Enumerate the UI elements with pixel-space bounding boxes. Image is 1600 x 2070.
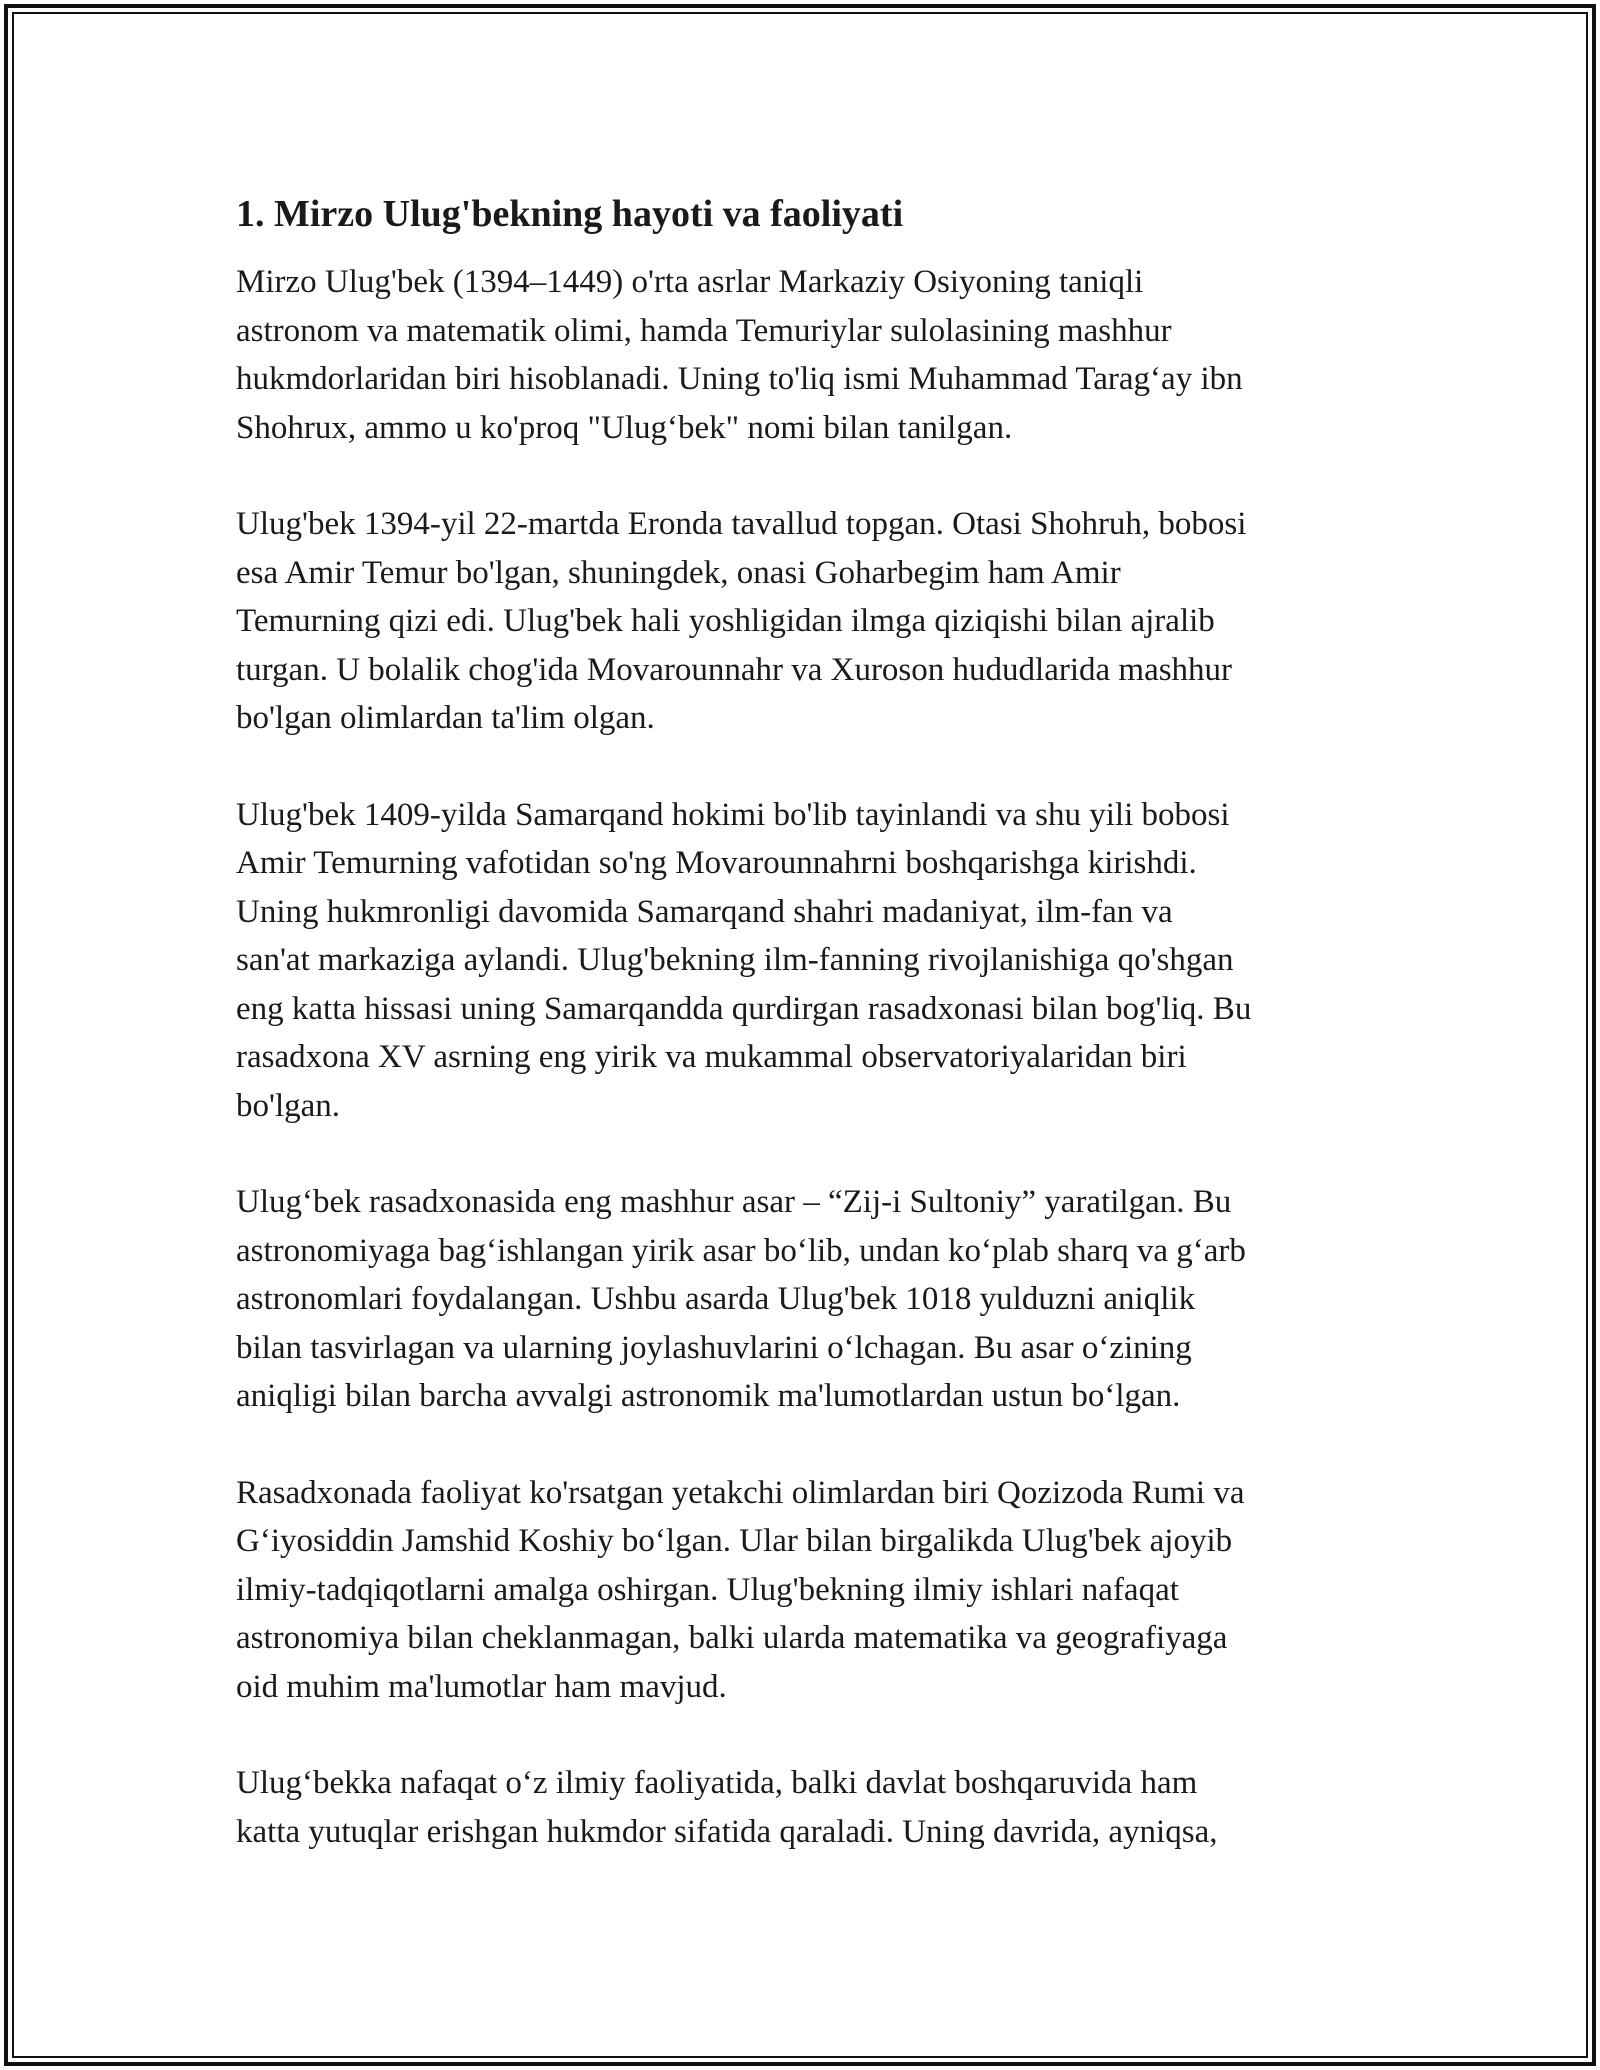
line: Uning hukmronligi davomida Samarqand shahri madaniyat, ilm-fan va — [236, 893, 1173, 930]
line: astronom va matematik olimi, hamda Temuriylar sulolasining mashhur — [236, 312, 1172, 349]
line: aniqligi bilan barcha avvalgi astronomik ma'lumotlardan ustun bo‘lgan. — [236, 1378, 1181, 1414]
line: oid muhim ma'lumotlar ham mavjud. — [236, 1668, 727, 1705]
line: eng katta hissasi uning Samarqandda qurdirgan rasadxonasi bilan bog'liq. Bu — [236, 990, 1252, 1027]
paragraph-4 — [236, 1178, 1376, 1421]
line: astronomlari foydalangan. Ushbu asarda Ulug'bek 1018 yulduzni aniqlik — [236, 1281, 1196, 1317]
line: Ulug‘bek rasadxonasida eng mashhur asar – “Zij-i Sultoniy” yaratilgan. Bu — [236, 1184, 1232, 1220]
document-body — [236, 188, 1376, 1904]
line: Mirzo Ulug'bek (1394–1449) o'rta asrlar Markaziy Osiyoning taniqli — [236, 264, 1144, 300]
line: katta yutuqlar erishgan hukmdor sifatida qaraladi. Uning davrida, ayniqsa, — [236, 1813, 1218, 1850]
line: bo'lgan. — [236, 1087, 341, 1124]
line: Shohrux, ammo u ko'proq "Ulug‘bek" nomi bilan tanilgan. — [236, 409, 1013, 446]
line: san'at markaziga aylandi. Ulug'bekning ilm-fanning rivojlanishiga qo'shgan — [236, 942, 1234, 978]
line: astronomiya bilan cheklanmagan, balki ularda matematika va geografiyaga — [236, 1620, 1228, 1656]
paragraph-1 — [236, 258, 1376, 452]
line: Amir Temurning vafotidan so'ng Movarounnahrni boshqarishga kirishdi. — [236, 845, 1197, 881]
line: esa Amir Temur bo'lgan, shuningdek, onasi Goharbegim ham Amir — [236, 554, 1121, 591]
line: G‘iyosiddin Jamshid Koshiy bo‘lgan. Ular bilan birgalikda Ulug'bek ajoyib — [236, 1523, 1233, 1559]
line: Ulug'bek 1409-yilda Samarqand hokimi bo'lib tayinlandi va shu yili bobosi — [236, 796, 1230, 833]
document-title: 1. Mirzo Ulug'bekning hayoti va faoliyati — [236, 193, 904, 235]
line: Rasadxonada faoliyat ko'rsatgan yetakchi olimlardan biri Qozizoda Rumi va — [236, 1474, 1245, 1511]
line: bo'lgan olimlardan ta'lim olgan. — [236, 700, 655, 736]
paragraph-6 — [236, 1759, 1376, 1856]
line: Temurning qizi edi. Ulug'bek hali yoshligidan ilmga qiziqishi bilan ajralib — [236, 603, 1215, 639]
line: hukmdorlaridan biri hisoblanadi. Uning to'liq ismi Muhammad Tarag‘ay ibn — [236, 361, 1243, 397]
line: ilmiy-tadqiqotlarni amalga oshirgan. Ulug'bekning ilmiy ishlari nafaqat — [236, 1571, 1179, 1608]
line: Ulug'bek 1394-yil 22-martda Eronda tavallud topgan. Otasi Shohruh, bobosi — [236, 506, 1247, 542]
line: Ulug‘bekka nafaqat o‘z ilmiy faoliyatida, balki davlat boshqaruvida ham — [236, 1765, 1198, 1801]
line: turgan. U bolalik chog'ida Movarounnahr va Xuroson hududlarida mashhur — [236, 651, 1233, 688]
line: astronomiyaga bag‘ishlangan yirik asar bo‘lib, undan ko‘plab sharq va g‘arb — [236, 1232, 1246, 1269]
line: rasadxona XV asrning eng yirik va mukammal observatoriyalaridan biri — [236, 1039, 1187, 1075]
paragraph-2 — [236, 500, 1376, 743]
paragraph-3 — [236, 791, 1376, 1131]
paragraph-5 — [236, 1469, 1376, 1712]
line: bilan tasvirlagan va ularning joylashuvlarini o‘lchagan. Bu asar o‘zining — [236, 1329, 1192, 1366]
